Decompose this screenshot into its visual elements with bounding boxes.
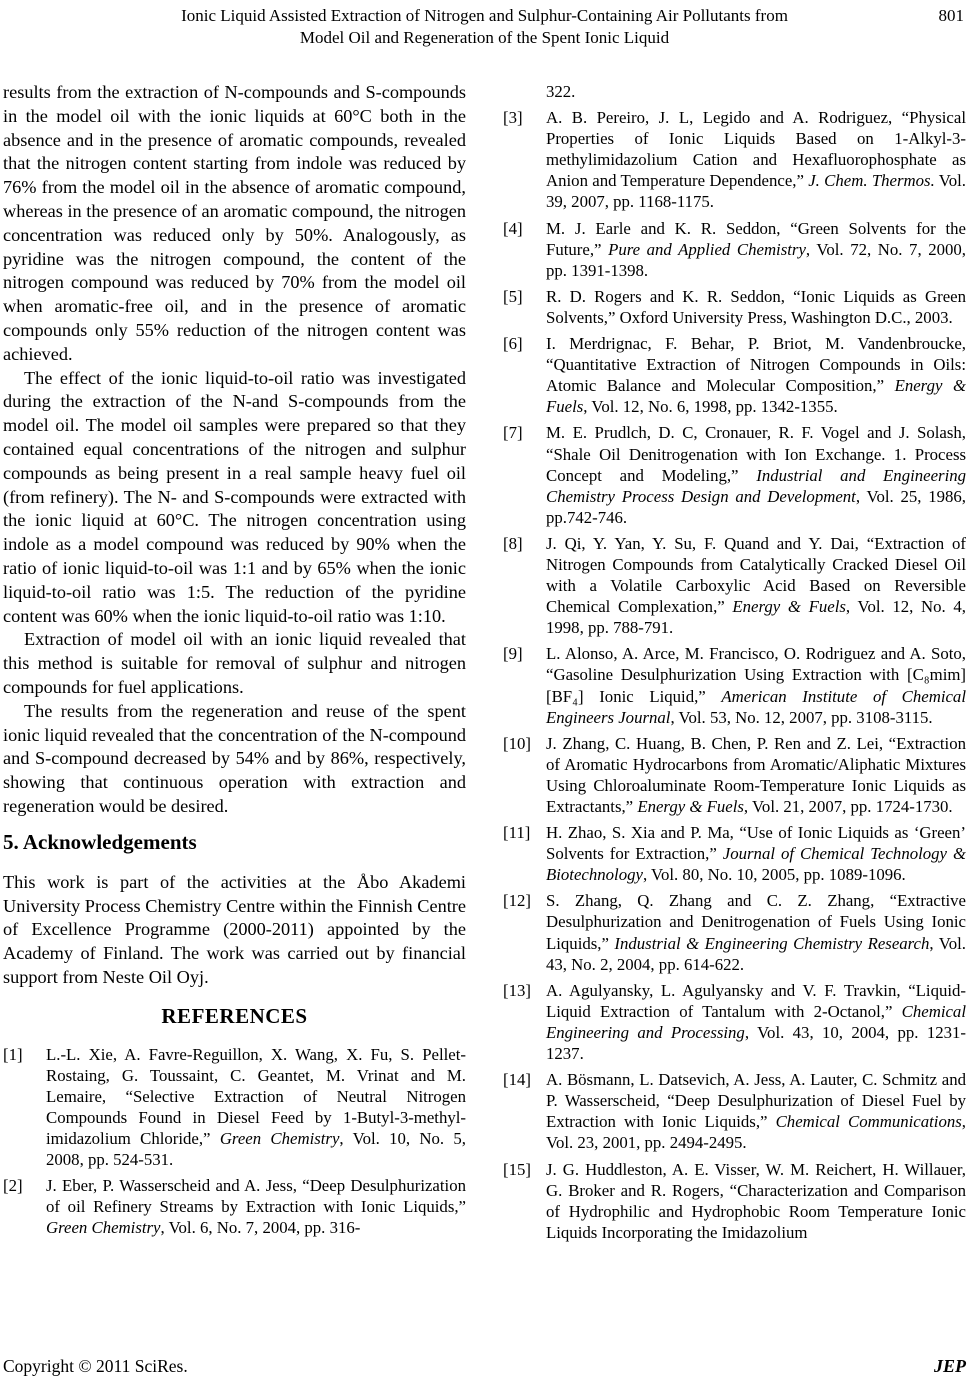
reference-text: S. Zhang, Q. Zhang and C. Z. Zhang, “Extractive Desulphurization and Denitrogenation of Fuels Using Ionic Liquids,” Industrial & Engineering Chemistry Research, Vol. 43, No. 2, 2004, pp. 614-622. (546, 891, 966, 974)
reference-label: [6] (503, 334, 523, 354)
reference-text: J. Eber, P. Wasserscheid and A. Jess, “Deep Desulphurization of oil Refinery Streams by Extraction with Ionic Liquids,” Green Chemistry, Vol. 6, No. 7, 2004, pp. 316- (46, 1176, 466, 1238)
body-paragraph: The effect of the ionic liquid-to-oil ratio was investigated during the extraction of the N-and S-compounds from the model oil. The model oil samples were prepared so that they contained equal concentrations of the nitrogen and sulphur compounds as being present in a real sample heavy fuel oil (from refinery). The N- and S-compounds were extracted with the ionic liquid at 60°C. The nitrogen concentration using indole as a model compound was reduced by 90% when the ratio of ionic liquid-to-oil was 1:1 and by 65% when the ionic liquid-to-oil ratio was 1:5. The reduction of the pyridine content was 60% when the ionic liquid-to-oil ratio was 1:10. (3, 367, 466, 626)
reference-item (3, 1175, 466, 1238)
body-paragraph: results from the extraction of N-compounds and S-compounds in the model oil with the ionic liquids at 60°C both in the absence and in the presence of aromatic compounds, revealed that the nitrogen content starting from indole was reduced by 76% from the model oil in the absence of aromatic compound, whereas in the presence of an aromatic compound, the nitrogen concentration was reduced only by 50%. Analogously, as pyridine was the nitrogen compound, the content of the nitrogen compound was reduced by 70% from the model oil when aromatic-free oil, and in the presence of aromatic compounds only 55% reduction of the nitrogen content was achieved. (3, 82, 466, 364)
reference-list-left (3, 1044, 466, 1239)
reference-item (503, 643, 966, 727)
left-column (3, 81, 466, 1248)
acknowledgements-heading: 5. Acknowledgements (3, 829, 197, 854)
reference-item (503, 1159, 966, 1243)
reference-label: [12] (503, 891, 531, 911)
reference-text: L. Alonso, A. Arce, M. Francisco, O. Rodriguez and A. Soto, “Gasoline Desulphurization Using Extraction with [C₈mim][BF₄] Ionic Liquid,” American Institute of Chemical Engineers Journal, Vol. 53, No. 12, 2007, pp. 3108-3115. (546, 644, 966, 727)
reference-item (503, 107, 966, 212)
acknowledgements-text: This work is part of the activities at the Åbo Akademi University Process Chemistry Centre within the Finnish Centre of Excellence Programme (2000-2011) appointed by the Academy of Finland. The work was carried out by financial support from Neste Oil Oyj. (3, 871, 466, 987)
reference-label: [9] (503, 644, 523, 664)
reference-item (503, 333, 966, 417)
reference-item (503, 980, 966, 1064)
reference-item (503, 1069, 966, 1153)
reference-label: [10] (503, 733, 531, 753)
copyright-text: Copyright © 2011 SciRes. (3, 1356, 188, 1376)
reference-text: A. Bösmann, L. Datsevich, A. Jess, A. Lauter, C. Schmitz and P. Wasserscheid, “Deep Desulphurization of Diesel Fuel by Extraction with Ionic Liquids,” Chemical Communications, Vol. 23, 2001, pp. 2494-2495. (546, 1070, 966, 1153)
page-number: 801 (938, 6, 964, 25)
reference-text: H. Zhao, S. Xia and P. Ma, “Use of Ionic Liquids as ‘Green’ Solvents for Extraction,” Journal of Chemical Technology & Biotechnology, Vol. 80, No. 10, 2005, pp. 1089-1096. (546, 823, 966, 885)
reference-text: J. Qi, Y. Yan, Y. Su, F. Quand and Y. Dai, “Extraction of Nitrogen Compounds from Catalytically Cracked Diesel Oil with a Volatile Carboxylic Acid Based on Reversible Chemical Complexation,” Energy & Fuels, Vol. 12, No. 4, 1998, pp. 788-791. (546, 533, 966, 638)
reference-label: [3] (503, 108, 523, 128)
references-heading: REFERENCES (161, 1003, 308, 1028)
reference-label: [13] (503, 980, 531, 1000)
reference-text: J. Zhang, C. Huang, B. Chen, P. Ren and Z. Lei, “Extraction of Aromatic Hydrocarbons from Aromatic/Aliphatic Mixtures Using Chloroaluminate Room-Temperature Ionic Liquids as Extractants,” Energy & Fuels, Vol. 21, 2007, pp. 1724-1730. (546, 733, 966, 816)
reference-item (503, 218, 966, 281)
reference-text: A. Agulyansky, L. Agulyansky and V. F. Travkin, “Liquid-Liquid Extraction of Tantalum with 2-Octanol,” Chemical Engineering and Processing, Vol. 43, 10, 2004, pp. 1231-1237. (546, 980, 966, 1064)
reference-text: A. B. Pereiro, J. L, Legido and A. Rodriguez, “Physical Properties of Ionic Liquids Based on 1-Alkyl-3-methylimidazolium Cation and Hexafluorophosphate as Anion and Temperature Dependence,” J. Chem. Thermos. Vol. 39, 2007, pp. 1168-1175. (546, 108, 966, 212)
reference-list-right (503, 107, 966, 1243)
journal-abbreviation: JEP (933, 1356, 966, 1376)
reference-text: M. J. Earle and K. R. Seddon, “Green Solvents for the Future,” Pure and Applied Chemistry, Vol. 72, No. 7, 2000, pp. 1391-1398. (546, 218, 966, 280)
reference-text: M. E. Prudlch, D. C, Cronauer, R. F. Vogel and J. Solash, “Shale Oil Denitrogenation with Ion Exchange. 1. Process Concept and Modeling,” Industrial and Engineering Chemistry Process Design and Development, Vol. 25, 1986, pp.742-746. (546, 423, 967, 527)
reference-label: [7] (503, 423, 523, 443)
reference-label: [5] (503, 286, 523, 306)
reference-item (503, 422, 966, 527)
reference-item (3, 1044, 466, 1171)
reference-label: [4] (503, 218, 523, 238)
right-column (503, 81, 966, 1248)
body-paragraph: The results from the regeneration and reuse of the spent ionic liquid revealed that the concentration of the N-compound and S-compound decreased by 54% and by 86%, respectively, showing that continuous operation with extraction and regeneration would be desired. (3, 700, 466, 816)
paper-title-line-1: Ionic Liquid Assisted Extraction of Nitrogen and Sulphur-Containing Air Pollutants from (181, 6, 788, 25)
reference-label: [2] (3, 1176, 23, 1196)
body-paragraph: Extraction of model oil with an ionic liquid revealed that this method is suitable for removal of sulphur and nitrogen compounds for fuel applications. (3, 629, 466, 697)
reference-label: [14] (503, 1070, 531, 1090)
page-header (3, 5, 966, 48)
reference-text: L.-L. Xie, A. Favre-Reguillon, X. Wang, X. Fu, S. Pellet-Rostaing, G. Toussaint, C. Geantet, M. Vrinat and M. Lemaire, “Selective Extraction of Neutral Nitrogen Compounds Found in Diesel Feed by 1-Butyl-3-methyl-imidazolium Chloride,” Green Chemistry, Vol. 10, No. 5, 2008, pp. 524-531. (46, 1044, 466, 1170)
reference-item (503, 286, 966, 328)
reference-text: R. D. Rogers and K. R. Seddon, “Ionic Liquids as Green Solvents,” Oxford University Press, Washington D.C., 2003. (546, 286, 966, 327)
reference-item (503, 822, 966, 885)
reference-label: [11] (503, 823, 531, 843)
reference-label: [1] (3, 1044, 23, 1064)
paper-title-line-2: Model Oil and Regeneration of the Spent Ionic Liquid (299, 27, 670, 47)
reference-item (503, 533, 966, 638)
body-paragraphs (3, 81, 466, 819)
page-footer (3, 1356, 966, 1377)
reference-label: [8] (503, 533, 523, 553)
reference-text: I. Merdrignac, F. Behar, P. Briot, M. Vandenbroucke, “Quantitative Extraction of Nitrogen Compounds in Oils: Atomic Balance and Molecular Composition,” Energy & Fuels, Vol. 12, No. 6, 1998, pp. 1342-1355. (546, 334, 966, 417)
reference-text: J. G. Huddleston, A. E. Visser, W. M. Reichert, H. Willauer, G. Broker and R. Rogers, “Characterization and Comparison of Hydrophilic and Hydrophobic Room Temperature Ionic Liquids Incorporating the Imidazolium (546, 1159, 966, 1242)
two-column-layout (3, 81, 966, 1248)
reference-continuation: 322. (546, 82, 576, 101)
reference-label: [15] (503, 1159, 531, 1179)
reference-item (503, 890, 966, 974)
reference-item (503, 733, 966, 817)
